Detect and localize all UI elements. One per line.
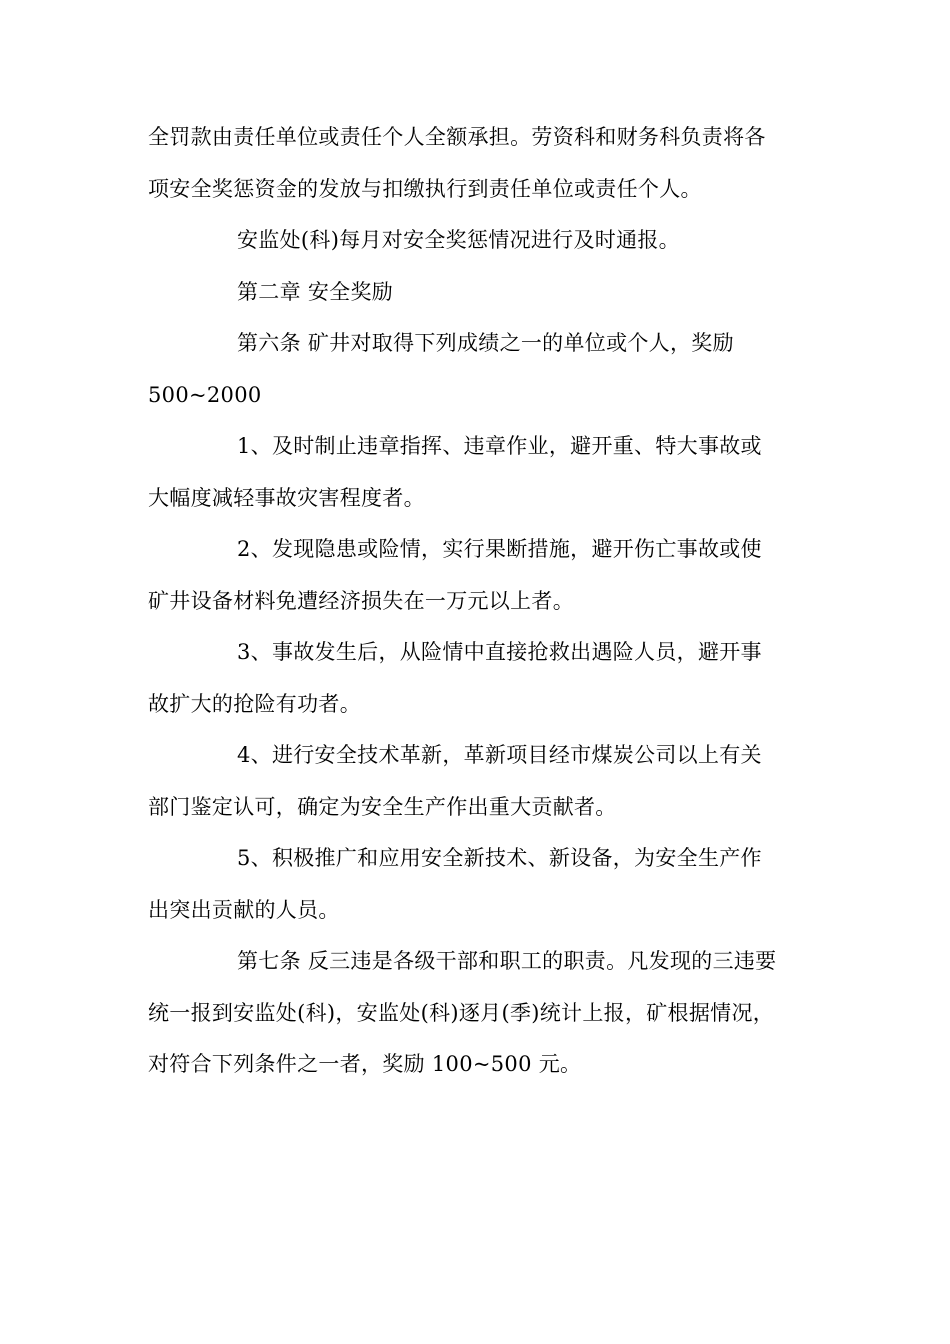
text-line: 故扩大的抢险有功者。 — [148, 692, 361, 716]
list-item: 3、事故发生后，从险情中直接抢救出遇险人员，避开事 — [237, 640, 762, 664]
text-line: 项安全奖惩资金的发放与扣缴执行到责任单位或责任个人。 — [148, 177, 702, 201]
list-item: 1、及时制止违章指挥、违章作业，避开重、特大事故或 — [237, 434, 762, 458]
list-item: 5、积极推广和应用安全新技术、新设备，为安全生产作 — [237, 846, 762, 870]
text-line: 全罚款由责任单位或责任个人全额承担。劳资科和财务科负责将各 — [148, 125, 766, 149]
list-item: 4、进行安全技术革新，革新项目经市煤炭公司以上有关 — [237, 743, 762, 767]
text-line: 500~2000 — [148, 383, 262, 407]
text-line: 对符合下列条件之一者，奖励 100~500 元。 — [148, 1052, 582, 1076]
chapter-heading: 第二章 安全奖励 — [237, 280, 394, 304]
text-line: 矿井设备材料免遭经济损失在一万元以上者。 — [148, 589, 574, 613]
text-line: 部门鉴定认可，确定为安全生产作出重大贡献者。 — [148, 795, 617, 819]
list-item: 2、发现隐患或险情，实行果断措施，避开伤亡事故或使 — [237, 537, 762, 561]
text-line: 统一报到安监处(科)，安监处(科)逐月(季)统计上报，矿根据情况， — [148, 1001, 775, 1025]
text-line: 大幅度减轻事故灾害程度者。 — [148, 486, 425, 510]
text-line: 第七条 反三违是各级干部和职工的职责。凡发现的三违要 — [237, 949, 777, 973]
text-line: 安监处(科)每月对安全奖惩情况进行及时通报。 — [237, 228, 680, 252]
text-line: 第六条 矿井对取得下列成绩之一的单位或个人，奖励 — [237, 331, 734, 355]
text-line: 出突出贡献的人员。 — [148, 898, 340, 922]
